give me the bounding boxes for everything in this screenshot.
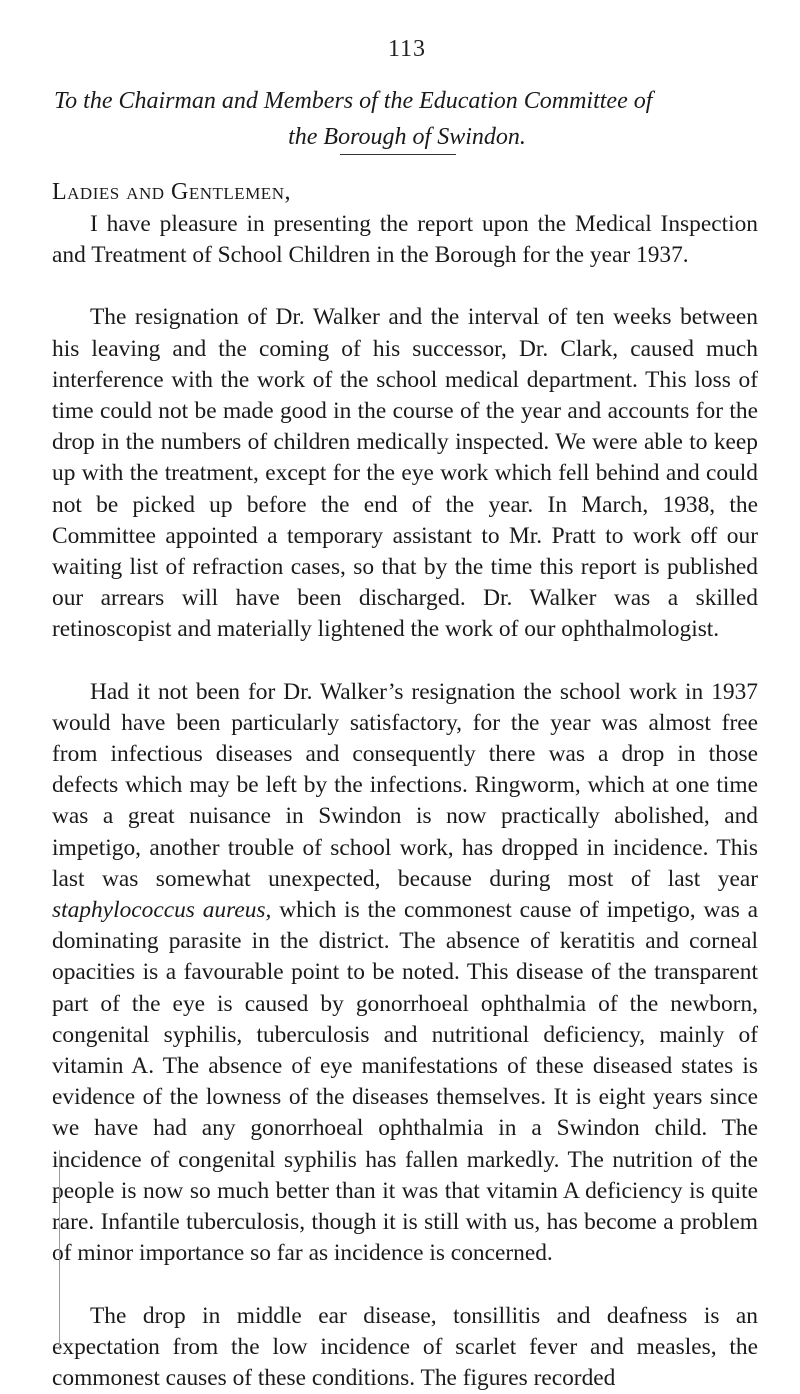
- paragraph-3-text-after: which is the commonest cause of impetigo, was a dominating parasite in the district. The absence of keratitis and corneal opacities is a favourable point to be noted. This disease of the transparent part of the eye is caused by gonorrhoeal ophthalmia of the newborn, congenital syphilis, tuberculosis and nutritional deficiency, mainly of vitamin A. The absence of eye manifestations of these diseased states is evidence of the lowness of the diseases themselves. It is eight years since we have had any gonorrhoeal ophthalmia in a Swindon child. The incidence of congenital syphilis has fallen markedly. The nutrition of the people is now so much better than it was that vitamin A deficiency is quite rare. Infantile tuberculosis, though it is still with us, has become a problem of minor importance so far as incidence is concerned.: [52, 897, 758, 1266]
- paragraph-3: [52, 677, 758, 1270]
- scan-margin-line: [59, 1150, 60, 1350]
- addressee-line-1: To the Chairman and Members of the Education Committee of: [52, 83, 762, 119]
- paragraph-2: The resignation of Dr. Walker and the interval of ten weeks between his leaving and the coming of his successor, Dr. Clark, caused much interference with the work of the school medical department. This loss of time could not be made good in the course of the year and accounts for the drop in the numbers of children medically inspected. We were able to keep up with the treatment, except for the eye work which fell behind and could not be picked up before the end of the year. In March, 1938, the Committee appointed a temporary assistant to Mr. Pratt to work off our waiting list of refraction cases, so that by the time this report is published our arrears will have been discharged. Dr. Walker was a skilled retinoscopist and materially lightened the work of our ophthalmologist.: [52, 302, 758, 645]
- salutation: Ladies and Gentlemen,: [52, 175, 291, 209]
- paragraph-3-italic-term: staphylococcus aureus,: [52, 897, 271, 923]
- addressee-heading: [52, 83, 762, 155]
- addressee-line-2: the Borough of Swindon.: [52, 119, 762, 155]
- paragraph-3-text-before: Had it not been for Dr. Walker’s resignation the school work in 1937 would have been particularly satisfactory, for the year was almost free from infectious diseases and consequently there was a drop in those defects which may be left by the infections. Ringworm, which at one time was a great nuisance in Swindon is now practically abolished, and impetigo, another trouble of school work, has dropped in incidence. This last was somewhat unexpected, because during most of last year: [52, 679, 758, 892]
- letter-body: [52, 209, 758, 1394]
- page-number: 113: [52, 36, 762, 63]
- heading-divider: [340, 154, 456, 155]
- paragraph-1: I have pleasure in presenting the report upon the Medical Inspection and Treatment of School Children in the Borough for the year 1937.: [52, 209, 758, 271]
- paragraph-4: The drop in middle ear disease, tonsillitis and deafness is an expectation from the low incidence of scarlet fever and measles, the commonest causes of these conditions. The figures recorded: [52, 1301, 758, 1394]
- document-page: [52, 0, 762, 1361]
